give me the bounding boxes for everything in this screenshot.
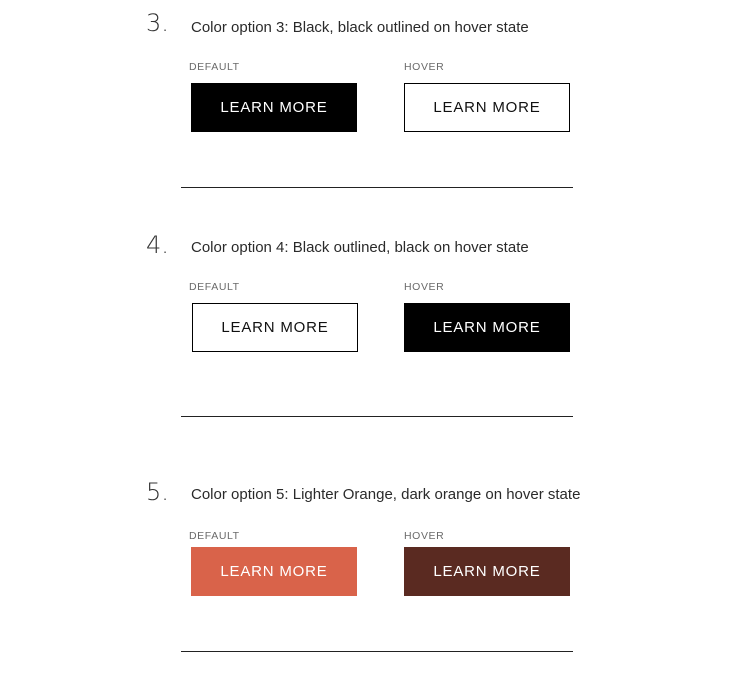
option-description: Color option 4: Black outlined, black on hover state — [191, 239, 529, 256]
learn-more-button-hover[interactable]: LEARN MORE — [404, 303, 570, 352]
hover-state-label: HOVER — [404, 281, 445, 293]
option-description: Color option 3: Black, black outlined on hover state — [191, 19, 529, 36]
hover-state-label: HOVER — [404, 61, 445, 73]
learn-more-button-default[interactable]: LEARN MORE — [192, 303, 358, 352]
option-number: 5. — [146, 478, 169, 506]
default-state-label: DEFAULT — [189, 61, 240, 73]
default-state-label: DEFAULT — [189, 281, 240, 293]
option-description: Color option 5: Lighter Orange, dark orange on hover state — [191, 486, 581, 503]
section-divider — [181, 187, 573, 188]
default-state-label: DEFAULT — [189, 530, 240, 542]
option-number: 4. — [146, 231, 169, 259]
option-number: 3. — [146, 9, 169, 37]
learn-more-button-default[interactable]: LEARN MORE — [191, 83, 357, 132]
hover-state-label: HOVER — [404, 530, 445, 542]
learn-more-button-default[interactable]: LEARN MORE — [191, 547, 357, 596]
section-divider — [181, 416, 573, 417]
section-divider — [181, 651, 573, 652]
learn-more-button-hover[interactable]: LEARN MORE — [404, 83, 570, 132]
learn-more-button-hover[interactable]: LEARN MORE — [404, 547, 570, 596]
